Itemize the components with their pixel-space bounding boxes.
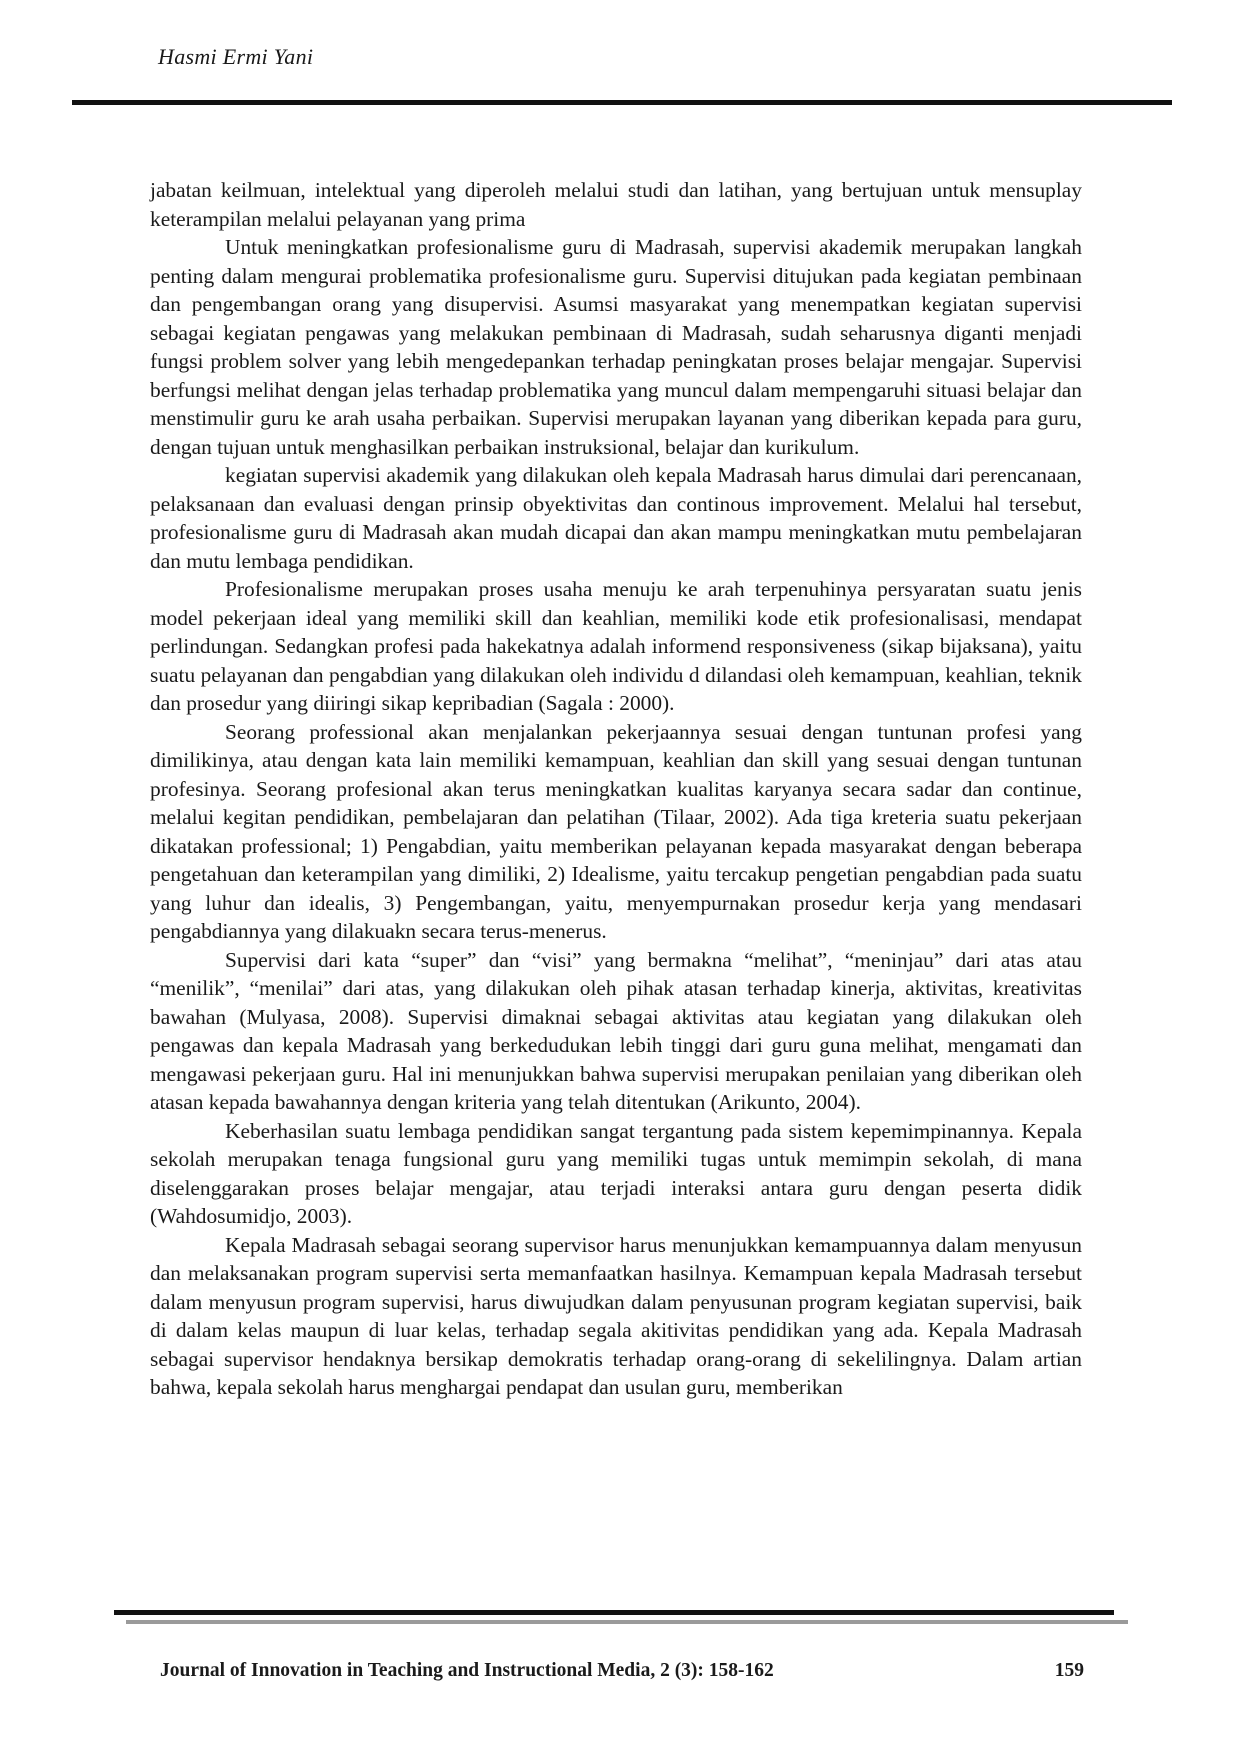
paragraph: Keberhasilan suatu lembaga pendidikan sangat tergantung pada sistem kepemimpinannya. Kepala sekolah merupakan tenaga fungsional guru yang memiliki tugas untuk memimpin sekolah, di mana diselenggarakan proses belajar mengajar, atau terjadi interaksi antara guru dengan peserta didik (Wahdosumidjo, 2003). — [150, 1118, 1082, 1228]
article-body — [150, 176, 1082, 1402]
footer-rule-thin — [126, 1620, 1128, 1624]
page-footer — [160, 1660, 1084, 1682]
paragraph: kegiatan supervisi akademik yang dilakukan oleh kepala Madrasah harus dimulai dari perencanaan, pelaksanaan dan evaluasi dengan prinsip obyektivitas dan continous improvement. Melalui hal tersebut, profesionalisme guru di Madrasah akan mudah dicapai dan akan mampu meningkatkan mutu pembelajaran dan mutu lembaga pendidikan. — [150, 463, 1082, 573]
paragraph: Kepala Madrasah sebagai seorang supervisor harus menunjukkan kemampuannya dalam menyusun dan melaksanakan program supervisi serta memanfaatkan hasilnya. Kemampuan kepala Madrasah tersebut dalam menyusun program supervisi, harus diwujudkan dalam penyusunan program kegiatan supervisi, baik di dalam kelas maupun di luar kelas, terhadap segala akitivitas pendidikan yang ada. Kepala Madrasah sebagai supervisor hendaknya bersikap demokratis terhadap orang-orang di sekelilingnya. Dalam artian bahwa, kepala sekolah harus menghargai pendapat dan usulan guru, memberikan — [150, 1232, 1082, 1399]
paragraph: Seorang professional akan menjalankan pekerjaannya sesuai dengan tuntunan profesi yang dimilikinya, atau dengan kata lain memiliki kemampuan, keahlian dan skill yang sesuai dengan tuntunan profesinya. Seorang profesional akan terus meningkatkan kualitas karyanya secara sadar dan continue, melalui kegitan pendidikan, pembelajaran dan pelatihan (Tilaar, 2002). Ada tiga kreteria suatu pekerjaan dikatakan professional; 1) Pengabdian, yaitu memberikan pelayanan kepada masyarakat dengan beberapa pengetahuan dan keterampilan yang dimiliki, 2) Idealisme, yaitu tercakup pengetian pengabdian pada suatu yang luhur dan idealis, 3) Pengembangan, yaitu, menyempurnakan prosedur kerja yang mendasari pengabdiannya yang dilakuakn secara terus-menerus. — [150, 719, 1082, 943]
paragraph-continuation: jabatan keilmuan, intelektual yang diperoleh melalui studi dan latihan, yang bertujuan untuk mensuplay keterampilan melalui pelayanan yang prima — [150, 178, 1082, 231]
footer-rule-thick — [114, 1610, 1114, 1615]
paragraph: Untuk meningkatkan profesionalisme guru di Madrasah, supervisi akademik merupakan langkah penting dalam mengurai problematika profesionalisme guru. Supervisi ditujukan pada kegiatan pembinaan dan pengembangan orang yang disupervisi. Asumsi masyarakat yang menempatkan kegiatan supervisi sebagai kegiatan pengawas yang melakukan pembinaan di Madrasah, sudah seharusnya diganti menjadi fungsi problem solver yang lebih mengedepankan terhadap peningkatan proses belajar mengajar. Supervisi berfungsi melihat dengan jelas terhadap problematika yang muncul dalam mempengaruhi situasi belajar dan menstimulir guru ke arah usaha perbaikan. Supervisi merupakan layanan yang diberikan kepada para guru, dengan tujuan untuk menghasilkan perbaikan instruksional, belajar dan kurikulum. — [150, 235, 1082, 459]
header-rule — [72, 100, 1172, 105]
paragraph: Supervisi dari kata “super” dan “visi” yang bermakna “melihat”, “meninjau” dari atas atau “menilik”, “menilai” dari atas, yang dilakukan oleh pihak atasan terhadap kinerja, aktivitas, kreativitas bawahan (Mulyasa, 2008). Supervisi dimaknai sebagai aktivitas atau kegiatan yang dilakukan oleh pengawas dan kepala Madrasah yang berkedudukan lebih tinggi dari guru guna melihat, mengamati dan mengawasi pekerjaan guru. Hal ini menunjukkan bahwa supervisi merupakan penilaian yang diberikan oleh atasan kepada bawahannya dengan kriteria yang telah ditentukan (Arikunto, 2004). — [150, 947, 1082, 1114]
page-number: 159 — [1054, 1660, 1084, 1681]
journal-citation: Journal of Innovation in Teaching and Instructional Media, 2 (3): 158-162 — [160, 1660, 774, 1681]
paragraph: Profesionalisme merupakan proses usaha menuju ke arah terpenuhinya persyaratan suatu jenis model pekerjaan ideal yang memiliki skill dan keahlian, memiliki kode etik profesionalisasi, mendapat perlindungan. Sedangkan profesi pada hakekatnya adalah informend responsiveness (sikap bijaksana), yaitu suatu pelayanan dan pengabdian yang dilakukan oleh individu d dilandasi oleh kemampuan, keahlian, teknik dan prosedur yang diiringi sikap kepribadian (Sagala : 2000). — [150, 577, 1082, 715]
running-head-author: Hasmi Ermi Yani — [158, 44, 314, 69]
